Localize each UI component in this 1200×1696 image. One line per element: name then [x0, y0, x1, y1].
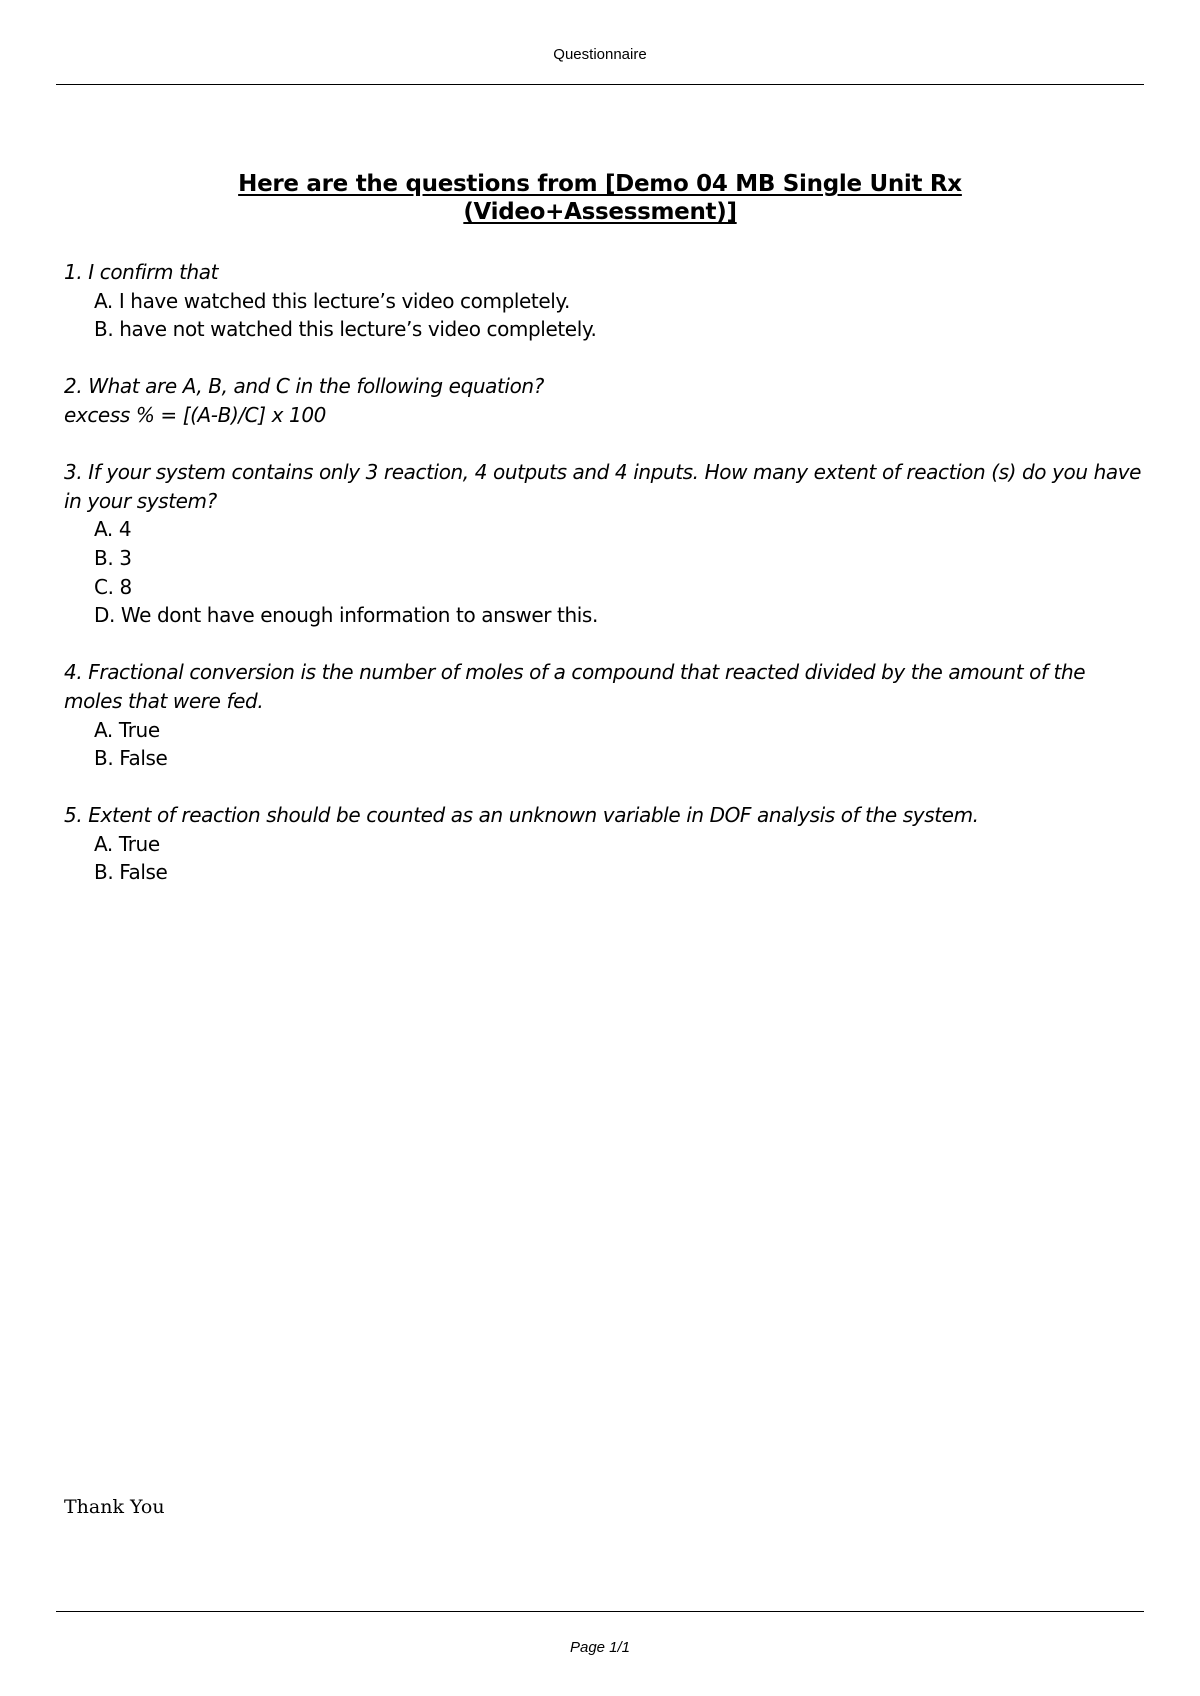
question-1: [64, 258, 1144, 344]
question-text: [64, 458, 1144, 515]
option-d[interactable]: D. We dont have enough information to answer this.: [94, 603, 598, 628]
question-number: 4.: [64, 660, 83, 685]
header-divider: [56, 84, 1144, 85]
question-prompt: What are A, B, and C in the following equation?: [88, 374, 544, 399]
question-text: [64, 658, 1144, 715]
question-prompt: I confirm that: [88, 260, 219, 284]
title-line-2: (Video+Assessment)]: [463, 199, 737, 225]
question-prompt: Extent of reaction should be counted as an unknown variable in DOF analysis of the system.: [88, 803, 979, 828]
option-a[interactable]: A. True: [94, 831, 160, 856]
option-list: [64, 287, 1144, 344]
question-equation: excess % = [(A-B)/C] x 100: [64, 402, 326, 427]
question-text: [64, 801, 1144, 830]
footer-divider: [56, 1611, 1144, 1612]
option-list: [64, 515, 1144, 629]
question-text: [64, 372, 1144, 401]
question-number: 2.: [64, 374, 83, 399]
page-header: Questionnaire: [553, 46, 647, 63]
option-b[interactable]: B. 3: [94, 545, 132, 570]
closing-text: Thank You: [64, 1496, 165, 1518]
question-2: [64, 372, 1144, 429]
question-3: [64, 458, 1144, 630]
option-a[interactable]: A. I have watched this lecture’s video completely.: [94, 288, 570, 313]
question-number: 5.: [64, 803, 83, 828]
question-4: [64, 658, 1144, 772]
option-a[interactable]: A. True: [94, 717, 160, 742]
option-c[interactable]: C. 8: [94, 574, 132, 599]
option-b[interactable]: B. False: [94, 746, 168, 771]
option-list: [64, 830, 1144, 887]
option-b[interactable]: B. have not watched this lecture’s video completely.: [94, 317, 597, 342]
question-number: 3.: [64, 460, 83, 485]
option-b[interactable]: B. False: [94, 860, 168, 885]
question-text: [64, 258, 1144, 287]
question-prompt: If your system contains only 3 reaction, 4 outputs and 4 inputs. How many extent of reaction (s) do you have in your system?: [64, 460, 1142, 513]
document-title: [60, 170, 1140, 226]
question-list: [64, 258, 1144, 916]
page-number: Page 1/1: [569, 1639, 631, 1656]
question-5: [64, 801, 1144, 887]
option-a[interactable]: A. 4: [94, 517, 132, 542]
question-prompt: Fractional conversion is the number of moles of a compound that reacted divided by the amount of the moles that were fed.: [64, 660, 1086, 713]
question-number: 1.: [64, 260, 83, 284]
title-line-1: Here are the questions from [Demo 04 MB Single Unit Rx: [238, 171, 962, 197]
option-list: [64, 716, 1144, 773]
